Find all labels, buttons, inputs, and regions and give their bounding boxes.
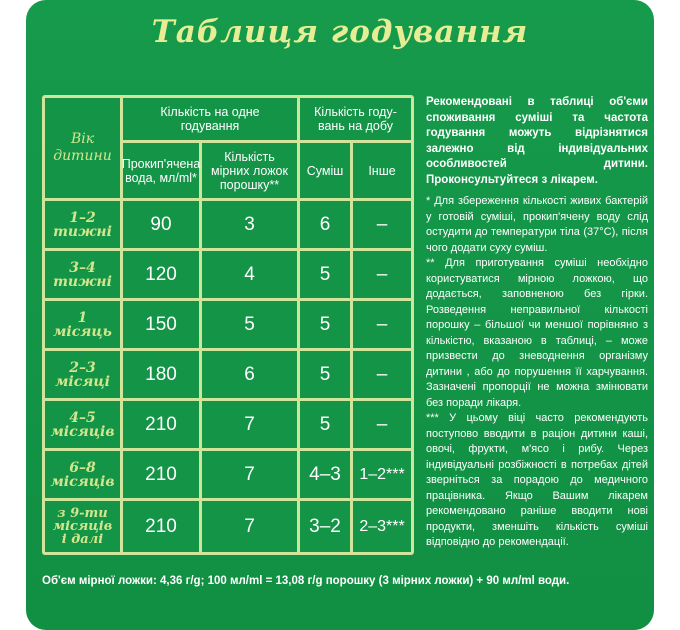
row-mix: 5 — [300, 351, 350, 398]
row-spoons: 4 — [202, 251, 297, 298]
row-other: 1–2*** — [353, 451, 411, 498]
row-water: 210 — [123, 401, 199, 448]
row-age: 3–4 тижні — [45, 251, 120, 298]
footnote-1: * Для збереження кількості живих бактерій у готовій суміші, прокип'ячену воду слід остудити до температури тіла (37°С), після чого додати суху суміш. — [426, 195, 648, 254]
header-spoons: Кількість мірних ложок порошку** — [202, 143, 297, 198]
row-other: – — [353, 351, 411, 398]
notes-column — [426, 95, 648, 551]
row-mix: 3–2 — [300, 501, 350, 552]
row-mix: 5 — [300, 401, 350, 448]
row-mix: 4–3 — [300, 451, 350, 498]
row-water: 210 — [123, 451, 199, 498]
header-feedings-per-day: Кількість году- вань на добу — [300, 98, 411, 140]
header-other: Інше — [353, 143, 411, 198]
recommendation-text: Рекомендовані в таблиці об'єми споживання суміші та частота годування можуть відрізнятися залежно від індивідуальних особливостей дитини. Проконсультуйтеся з лікарем. — [426, 96, 648, 186]
header-age: Вік дитини — [45, 98, 120, 198]
row-other: – — [353, 301, 411, 348]
row-other: – — [353, 251, 411, 298]
scoop-volume-note: Об'єм мірної ложки: 4,36 г/g; 100 мл/ml = 13,08 г/g порошку (3 мірних ложки) + 90 мл/ml води. — [42, 575, 570, 587]
header-mix: Суміш — [300, 143, 350, 198]
header-water: Прокип'ячена вода, мл/ml* — [123, 143, 199, 198]
row-mix: 5 — [300, 251, 350, 298]
row-age: 6–8 місяців — [45, 451, 120, 498]
footnote-2: ** Для приготування суміші необхідно користуватися мірною ложкою, що додається, заповненою без гірки. Розведення неправильної кількості порошку – більшої чи меншої порівняно з кількістю, вказаною в таблиці, – може призвести до зневоднення організму дитини , або до порушення її харчування. Зазначені пропорції не можна змінювати без поради лікаря. — [426, 257, 648, 409]
row-age: 1–2 тижні — [45, 201, 120, 248]
page-title: Таблиця годування — [151, 14, 529, 50]
row-age: 2–3 місяці — [45, 351, 120, 398]
row-other: 2–3*** — [353, 501, 411, 552]
row-spoons: 3 — [202, 201, 297, 248]
row-spoons: 7 — [202, 401, 297, 448]
row-spoons: 7 — [202, 501, 297, 552]
row-water: 120 — [123, 251, 199, 298]
row-water: 210 — [123, 501, 199, 552]
row-spoons: 6 — [202, 351, 297, 398]
row-spoons: 7 — [202, 451, 297, 498]
row-water: 150 — [123, 301, 199, 348]
row-water: 90 — [123, 201, 199, 248]
row-mix: 6 — [300, 201, 350, 248]
feeding-table — [42, 95, 414, 555]
row-age: 1 місяць — [45, 301, 120, 348]
row-other: – — [353, 401, 411, 448]
row-other: – — [353, 201, 411, 248]
header-amount: Кількість на одне годування — [123, 98, 297, 140]
row-mix: 5 — [300, 301, 350, 348]
row-spoons: 5 — [202, 301, 297, 348]
feeding-table-panel — [26, 0, 654, 630]
row-age: 4–5 місяців — [45, 401, 120, 448]
row-age: з 9-ти місяців і далі — [45, 501, 120, 552]
footnote-3: *** У цьому віці часто рекомендують поступово вводити в раціон дитини каші, овочі, фрукти, м'ясо і рибу. Через індивідуальні розбіжності в потребах дітей зверніться за порадою до медичного працівника. Якщо Вашим лікарем рекомендовано раніше вводити нові продукти, зменшіть кількість суміші відповідно до рекомендації. — [426, 412, 648, 548]
row-water: 180 — [123, 351, 199, 398]
